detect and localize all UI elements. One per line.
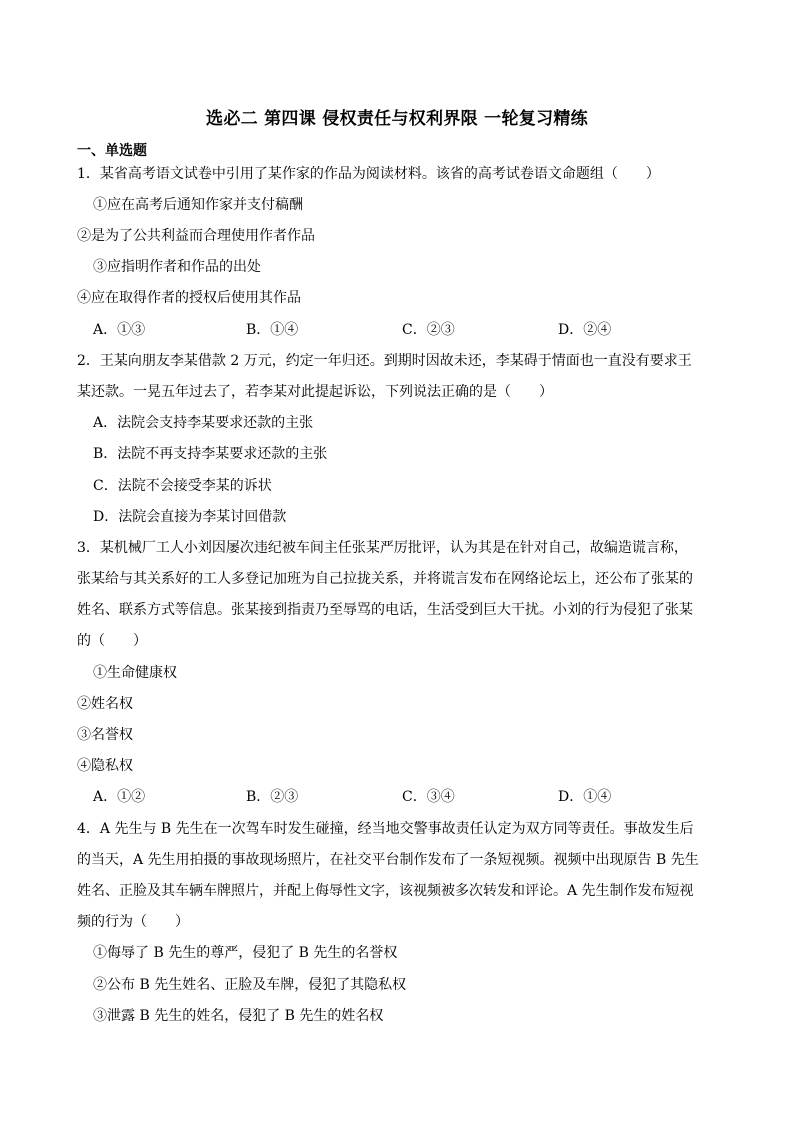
q3-stem-line-1: 3．某机械厂工人小刘因屡次违纪被车间主任张某严厉批评，认为其是在针对自己，故编造谎言称， (77, 540, 688, 556)
q3-stem-line-2: 张某给与其关系好的工人多登记加班为自己拉拢关系，并将谎言发布在网络论坛上，还公布了张某的 (77, 571, 693, 587)
q1-statement-2: ②是为了公共利益而合理使用作者作品 (77, 228, 315, 244)
q3-statement-1: ①生命健康权 (93, 665, 177, 681)
q4-statement-2: ②公布 B 先生姓名、正脸及车牌，侵犯了其隐私权 (93, 977, 407, 993)
q4-stem-line-4: 频的行为（ ） (77, 914, 189, 930)
q3-statement-2: ②姓名权 (77, 696, 133, 712)
q2-choice-c[interactable]: C．法院不会接受李某的诉状 (93, 478, 272, 494)
page-title: 选必二 第四课 侵权责任与权利界限 一轮复习精练 (206, 109, 588, 129)
q1-choice-a[interactable]: A．①③ (93, 322, 146, 338)
q2-choice-b[interactable]: B．法院不再支持李某要求还款的主张 (93, 446, 328, 462)
q1-choice-d[interactable]: D．②④ (558, 322, 612, 338)
q1-statement-4: ④应在取得作者的授权后使用其作品 (77, 290, 301, 306)
q3-stem-line-4: 的（ ） (77, 633, 147, 649)
q3-statement-3: ③名誉权 (77, 727, 133, 743)
q4-stem-line-2: 的当天，A 先生用拍摄的事故现场照片，在社交平台制作发布了一条短视频。视频中出现原告 B 先生 (77, 852, 699, 868)
q2-stem-line-2: 某还款。一晃五年过去了，若李某对此提起诉讼，下列说法正确的是（ ） (77, 384, 553, 400)
q4-statement-1: ①侮辱了 B 先生的尊严，侵犯了 B 先生的名誉权 (93, 945, 398, 961)
q4-stem-line-1: 4．A 先生与 B 先生在一次驾车时发生碰撞，经当地交警事故责任认定为双方同等责任。事故发生后 (77, 821, 694, 837)
q3-choice-a[interactable]: A．①② (93, 789, 146, 805)
q3-choice-b[interactable]: B．②③ (246, 789, 299, 805)
q2-choice-a[interactable]: A．法院会支持李某要求还款的主张 (93, 415, 314, 431)
q1-choice-b[interactable]: B．①④ (246, 322, 299, 338)
q3-choice-d[interactable]: D．①④ (558, 789, 612, 805)
q1-choice-c[interactable]: C．②③ (402, 322, 455, 338)
q2-choice-d[interactable]: D．法院会直接为李某讨回借款 (93, 509, 287, 525)
q1-statement-1: ①应在高考后通知作家并支付稿酬 (93, 197, 303, 213)
q4-statement-3: ③泄露 B 先生的姓名，侵犯了 B 先生的姓名权 (93, 1008, 384, 1024)
q3-statement-4: ④隐私权 (77, 758, 133, 774)
q1-statement-3: ③应指明作者和作品的出处 (93, 259, 261, 275)
q1-stem: 1．某省高考语文试卷中引用了某作家的作品为阅读材料。该省的高考试卷语文命题组（ ） (77, 166, 660, 182)
q3-choice-c[interactable]: C．③④ (402, 789, 455, 805)
q4-stem-line-3: 姓名、正脸及其车辆车牌照片，并配上侮辱性文字，该视频被多次转发和评论。A 先生制作发布短视 (77, 883, 694, 899)
q3-stem-line-3: 姓名、联系方式等信息。张某接到指责乃至辱骂的电话，生活受到巨大干扰。小刘的行为侵犯了张某 (77, 602, 693, 618)
q2-stem-line-1: 2．王某向朋友李某借款 2 万元，约定一年归还。到期时因故未还，李某碍于情面也一直没有要求王 (77, 353, 692, 369)
section-heading: 一、单选题 (77, 143, 147, 159)
